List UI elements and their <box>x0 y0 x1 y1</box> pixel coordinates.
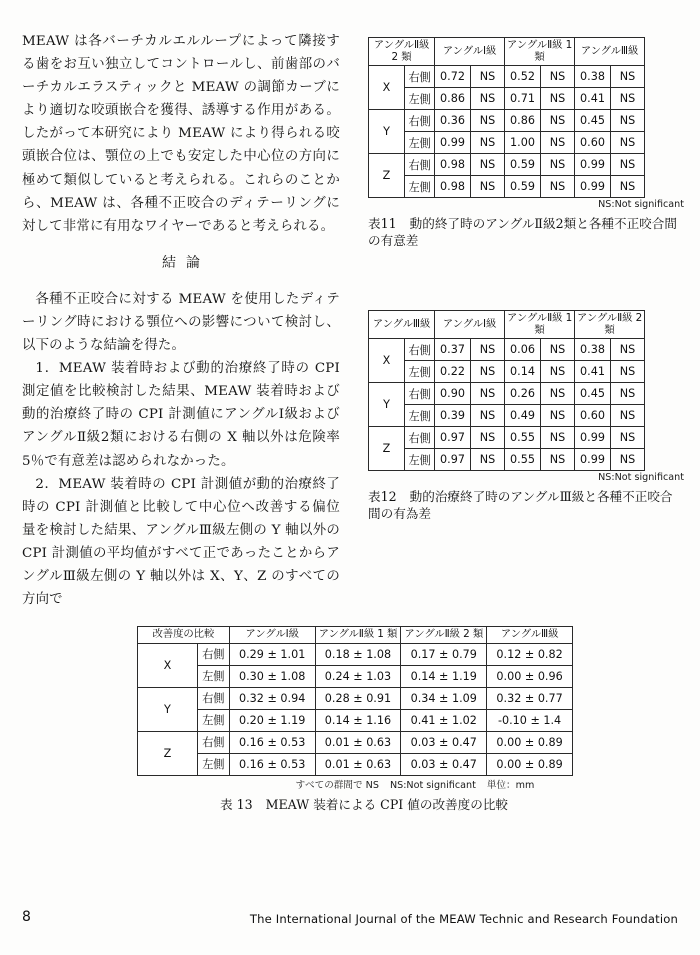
table-12-block <box>368 310 684 522</box>
table-11-side: 右側 <box>405 110 435 132</box>
table-11-cell: 0.59 <box>505 154 541 176</box>
table-12-cell-ns: NS <box>541 427 575 449</box>
table-12-cell: 0.55 <box>505 449 541 471</box>
table-row <box>138 709 573 731</box>
table-11-cell-ns: NS <box>471 132 505 154</box>
body-text-column <box>22 30 340 611</box>
table-12-cell: 0.45 <box>575 383 611 405</box>
table-13-axis-y: Y <box>138 687 198 731</box>
table-row <box>138 687 573 709</box>
table-13-col-3: アングルⅢ級 <box>487 627 573 644</box>
table-row <box>138 665 573 687</box>
table-13-note-unit: 単位：mm <box>486 779 535 791</box>
table-11-cell-ns: NS <box>541 110 575 132</box>
table-12-cell: 0.22 <box>435 361 471 383</box>
table-row <box>369 405 645 427</box>
table-row-header <box>369 311 645 339</box>
table-13-cell: -0.10 ± 1.4 <box>487 709 573 731</box>
table-11-side: 左側 <box>405 132 435 154</box>
table-13-cell: 0.16 ± 0.53 <box>229 731 315 753</box>
table-11-cell: 0.99 <box>575 154 611 176</box>
table-12-side: 左側 <box>405 449 435 471</box>
table-11-cell: 0.38 <box>575 66 611 88</box>
table-11-cell-ns: NS <box>611 88 645 110</box>
table-11-side: 右側 <box>405 66 435 88</box>
table-11-col-0: アングルⅠ級 <box>435 38 505 66</box>
table-13-side: 左側 <box>197 709 229 731</box>
table-11-cell-ns: NS <box>611 66 645 88</box>
table-12-col-1: アングルⅡ級 1 類 <box>505 311 575 339</box>
paragraph-conclusion-item-2: 2．MEAW 装着時の CPI 計測値が動的治療終了時の CPI 計測値と比較して中心位へ改善する偏位量を検討した結果、アングルⅢ級左側の Y 軸以外の CPI 計測値の平均値がすべて正であったことからアングルⅢ級左側の Y 軸以外は X、Y、Z のすべての方向で <box>22 476 340 608</box>
table-11-cell: 0.72 <box>435 66 471 88</box>
table-12-cell: 0.06 <box>505 339 541 361</box>
table-11-cell-ns: NS <box>471 88 505 110</box>
table-12-col-0: アングルⅠ級 <box>435 311 505 339</box>
table-13-side: 右側 <box>197 643 229 665</box>
table-12-cell: 0.38 <box>575 339 611 361</box>
table-12-cell: 0.99 <box>575 427 611 449</box>
table-row <box>369 132 645 154</box>
table-13-cell: 0.20 ± 1.19 <box>229 709 315 731</box>
table-12-cell: 0.49 <box>505 405 541 427</box>
table-row-header <box>138 627 573 644</box>
table-11-cell-ns: NS <box>471 154 505 176</box>
table-11-cell: 0.52 <box>505 66 541 88</box>
table-11-side: 左側 <box>405 176 435 198</box>
table-12-cell: 0.97 <box>435 449 471 471</box>
table-11-cell-ns: NS <box>541 176 575 198</box>
table-12-cell-ns: NS <box>541 383 575 405</box>
table-row <box>369 176 645 198</box>
table-13-side: 左側 <box>197 753 229 775</box>
table-11-cell-ns: NS <box>541 132 575 154</box>
table-row <box>369 154 645 176</box>
table-13 <box>137 626 573 776</box>
table-13-block <box>137 626 573 813</box>
table-12-cell-ns: NS <box>611 449 645 471</box>
table-row <box>138 731 573 753</box>
table-12-cell-ns: NS <box>541 405 575 427</box>
table-13-cell: 0.16 ± 0.53 <box>229 753 315 775</box>
table-12-cell: 0.55 <box>505 427 541 449</box>
table-12-cell-ns: NS <box>471 339 505 361</box>
table-12-axis-z: Z <box>369 427 405 471</box>
table-13-cell: 0.28 ± 0.91 <box>315 687 401 709</box>
table-row-header <box>369 38 645 66</box>
table-12-cell-ns: NS <box>611 339 645 361</box>
table-12-cell-ns: NS <box>541 361 575 383</box>
table-11-cell: 0.98 <box>435 154 471 176</box>
table-13-side: 右側 <box>197 687 229 709</box>
table-13-cell: 0.32 ± 0.94 <box>229 687 315 709</box>
table-row <box>138 753 573 775</box>
table-11-axis-z: Z <box>369 154 405 198</box>
table-12-caption-number: 表12 <box>368 489 397 505</box>
table-13-cell: 0.18 ± 1.08 <box>315 643 401 665</box>
table-13-cell: 0.01 ± 0.63 <box>315 731 401 753</box>
table-11-cell-ns: NS <box>611 110 645 132</box>
table-13-col-1: アングルⅡ級 1 類 <box>315 627 401 644</box>
paragraph-conclusion-intro: 各種不正咬合に対する MEAW を使用したディテーリング時における顎位への影響について検討し、以下のような結論を得た。 <box>22 291 340 354</box>
table-11-caption-text: 動的終了時のアングルⅡ級2類と各種不正咬合間の有意差 <box>368 216 677 249</box>
table-11-caption-number: 表11 <box>368 216 397 232</box>
table-12 <box>368 310 645 471</box>
table-13-cell: 0.03 ± 0.47 <box>401 753 487 775</box>
table-11-cell-ns: NS <box>611 154 645 176</box>
table-12-cell-ns: NS <box>471 383 505 405</box>
table-12-cell-ns: NS <box>541 449 575 471</box>
table-11-block <box>368 37 684 249</box>
table-13-corner-label: 改善度の比較 <box>138 627 230 644</box>
table-12-cell-ns: NS <box>471 427 505 449</box>
table-12-cell: 0.37 <box>435 339 471 361</box>
table-13-axis-x: X <box>138 643 198 687</box>
table-11-cell: 0.99 <box>575 176 611 198</box>
table-13-note <box>137 777 573 791</box>
table-11-caption <box>368 215 684 249</box>
table-12-cell: 0.97 <box>435 427 471 449</box>
table-13-cell: 0.14 ± 1.19 <box>401 665 487 687</box>
table-13-col-0: アングルⅠ級 <box>229 627 315 644</box>
table-11 <box>368 37 645 198</box>
table-12-corner-label: アングルⅢ級 <box>369 311 435 339</box>
table-12-cell-ns: NS <box>541 339 575 361</box>
table-12-axis-x: X <box>369 339 405 383</box>
table-11-cell: 0.60 <box>575 132 611 154</box>
table-11-cell: 0.59 <box>505 176 541 198</box>
table-13-caption-text: MEAW 装着による CPI 値の改善度の比較 <box>265 796 509 812</box>
table-11-side: 左側 <box>405 88 435 110</box>
table-13-cell: 0.12 ± 0.82 <box>487 643 573 665</box>
table-12-cell-ns: NS <box>611 405 645 427</box>
table-11-axis-x: X <box>369 66 405 110</box>
table-11-col-1: アングルⅡ級 1 類 <box>505 38 575 66</box>
table-12-cell-ns: NS <box>471 361 505 383</box>
table-11-cell-ns: NS <box>471 66 505 88</box>
table-12-side: 右側 <box>405 383 435 405</box>
table-13-cell: 0.34 ± 1.09 <box>401 687 487 709</box>
table-11-cell-ns: NS <box>541 66 575 88</box>
table-12-caption-text: 動的治療終了時のアングルⅢ級と各種不正咬合間の有為差 <box>368 489 673 522</box>
table-row <box>369 427 645 449</box>
table-11-cell-ns: NS <box>471 110 505 132</box>
table-13-cell: 0.03 ± 0.47 <box>401 731 487 753</box>
section-heading-conclusion: 結論 <box>162 254 210 271</box>
table-12-side: 左側 <box>405 405 435 427</box>
table-12-cell: 0.39 <box>435 405 471 427</box>
table-13-cell: 0.41 ± 1.02 <box>401 709 487 731</box>
table-13-axis-z: Z <box>138 731 198 775</box>
table-12-cell: 0.26 <box>505 383 541 405</box>
table-12-cell: 0.60 <box>575 405 611 427</box>
table-11-side: 右側 <box>405 154 435 176</box>
table-12-cell-ns: NS <box>611 383 645 405</box>
table-13-cell: 0.29 ± 1.01 <box>229 643 315 665</box>
table-13-side: 右側 <box>197 731 229 753</box>
table-11-cell-ns: NS <box>471 176 505 198</box>
table-13-caption <box>137 796 573 813</box>
table-11-cell: 0.86 <box>435 88 471 110</box>
table-13-cell: 0.17 ± 0.79 <box>401 643 487 665</box>
table-row <box>369 88 645 110</box>
table-13-col-2: アングルⅡ級 2 類 <box>401 627 487 644</box>
table-13-cell: 0.30 ± 1.08 <box>229 665 315 687</box>
table-13-cell: 0.00 ± 0.89 <box>487 731 573 753</box>
table-13-note-mid: NS:Not significant <box>389 779 476 791</box>
table-11-cell: 0.45 <box>575 110 611 132</box>
table-row <box>369 361 645 383</box>
table-11-cell-ns: NS <box>541 154 575 176</box>
table-row <box>369 110 645 132</box>
table-12-cell: 0.41 <box>575 361 611 383</box>
table-12-cell: 0.99 <box>575 449 611 471</box>
table-11-corner-label: アングルⅡ級 2 類 <box>369 38 435 66</box>
table-12-cell-ns: NS <box>471 405 505 427</box>
table-12-side: 右側 <box>405 427 435 449</box>
journal-name: The International Journal of the MEAW Technic and Research Foundation <box>249 912 678 926</box>
table-row <box>369 383 645 405</box>
table-12-side: 左側 <box>405 361 435 383</box>
table-11-cell-ns: NS <box>541 88 575 110</box>
table-11-note: NS:Not significant <box>598 199 684 211</box>
table-13-caption-number: 表 13 <box>219 796 253 812</box>
table-13-side: 左側 <box>197 665 229 687</box>
table-13-cell: 0.24 ± 1.03 <box>315 665 401 687</box>
table-13-cell: 0.00 ± 0.96 <box>487 665 573 687</box>
table-12-axis-y: Y <box>369 383 405 427</box>
table-row <box>138 643 573 665</box>
table-13-cell: 0.32 ± 0.77 <box>487 687 573 709</box>
table-12-caption <box>368 488 684 522</box>
table-11-cell: 0.41 <box>575 88 611 110</box>
table-13-cell: 0.01 ± 0.63 <box>315 753 401 775</box>
table-12-cell-ns: NS <box>471 449 505 471</box>
table-13-note-left: すべての群間で NS <box>295 779 379 791</box>
table-11-cell-ns: NS <box>611 132 645 154</box>
table-row <box>369 66 645 88</box>
table-11-axis-y: Y <box>369 110 405 154</box>
table-11-cell: 0.36 <box>435 110 471 132</box>
table-11-cell-ns: NS <box>611 176 645 198</box>
table-11-cell: 0.99 <box>435 132 471 154</box>
table-13-cell: 0.00 ± 0.89 <box>487 753 573 775</box>
table-row <box>369 449 645 471</box>
table-11-cell: 0.86 <box>505 110 541 132</box>
table-11-cell: 0.71 <box>505 88 541 110</box>
table-12-note: NS:Not significant <box>598 472 684 484</box>
table-11-col-2: アングルⅢ級 <box>575 38 645 66</box>
table-12-cell: 0.90 <box>435 383 471 405</box>
table-11-cell: 0.98 <box>435 176 471 198</box>
table-13-cell: 0.14 ± 1.16 <box>315 709 401 731</box>
table-12-col-2: アングルⅡ級 2 類 <box>575 311 645 339</box>
table-row <box>369 339 645 361</box>
table-12-cell: 0.14 <box>505 361 541 383</box>
paragraph-discussion: MEAW は各バーチカルエルループによって隣接する歯をお互い独立してコントロールし、前歯部のバーチカルエラスティックと MEAW の調節カーブにより適切な咬頭嵌合を獲得、誘導する作用がある。したがって本研究により MEAW により得られる咬頭嵌合位は、顎位の上でも安定した中心位の方向に極めて類似していると考えられる。これらのことから、MEAW は、各種不正咬合のディテーリングに対して非常に有用なワイヤーであると考えられる。 <box>22 34 340 234</box>
paragraph-conclusion-item-1: 1．MEAW 装着時および動的治療終了時の CPI 測定値を比較検討した結果、MEAW 装着時および動的治療終了時の CPI 計測値にアングルⅠ級およびアングルⅡ級2類における右側の X 軸以外は危険率5％で有意差は認められなかった。 <box>22 361 340 469</box>
page-number: 8 <box>22 909 31 925</box>
table-12-side: 右側 <box>405 339 435 361</box>
page-footer <box>0 909 700 929</box>
table-12-cell-ns: NS <box>611 427 645 449</box>
table-12-cell-ns: NS <box>611 361 645 383</box>
table-11-cell: 1.00 <box>505 132 541 154</box>
